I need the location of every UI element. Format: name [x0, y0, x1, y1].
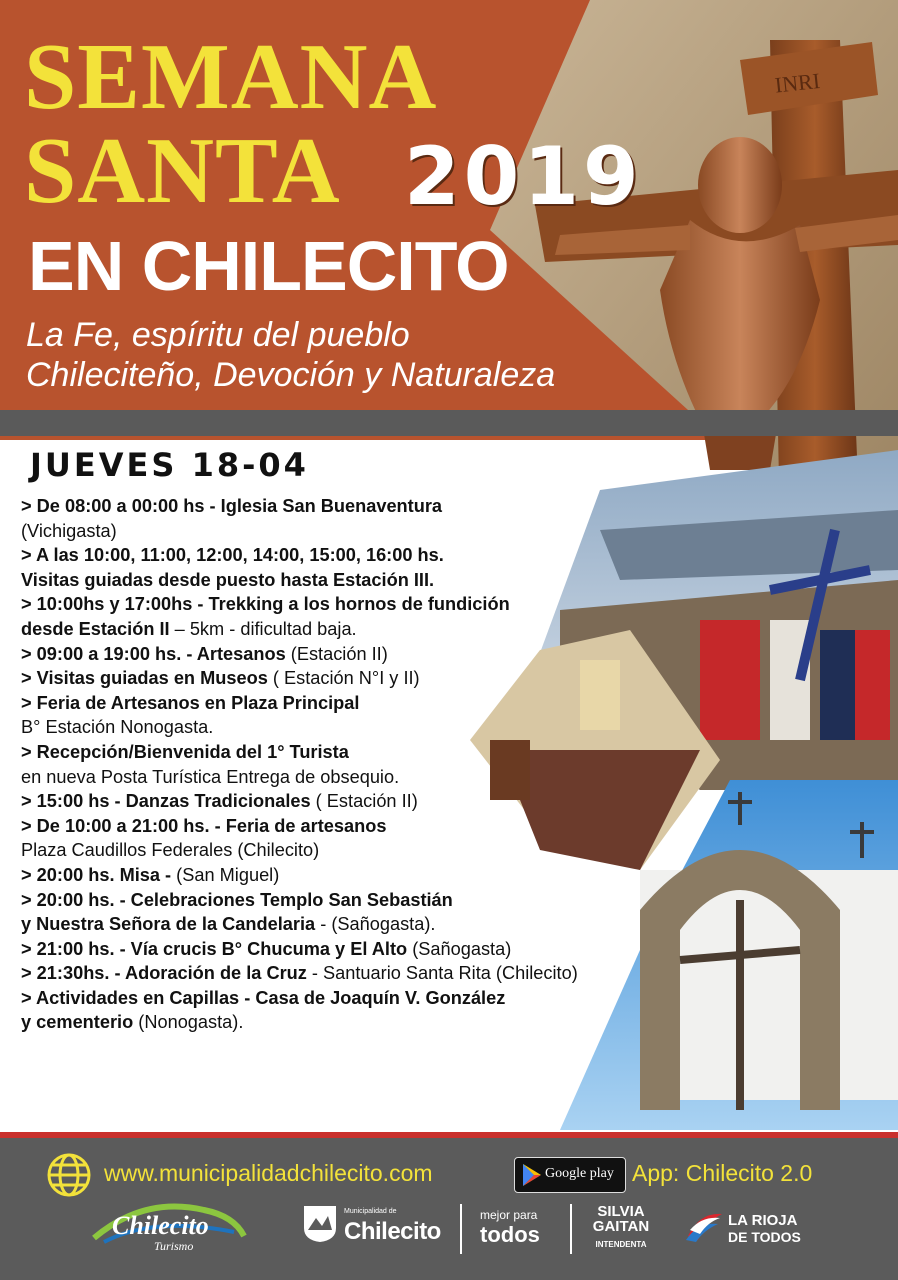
footer-divider: [570, 1204, 572, 1254]
municipalidad-shield-icon: [302, 1204, 338, 1244]
intendenta-label: INTENDENTA: [595, 1240, 647, 1249]
schedule-detail: en nueva Posta Turística Entrega de obsequio.: [21, 766, 400, 787]
schedule-event: > 20:00 hs. - Celebraciones Templo San Sebastián: [21, 889, 453, 910]
app-name: App: Chilecito 2.0: [632, 1160, 813, 1186]
title-year: 2019: [404, 130, 643, 223]
globe-icon: [46, 1152, 92, 1198]
schedule-event: > 21:30hs. - Adoración de la Cruz: [21, 963, 307, 984]
schedule-detail: (Sañogasta): [407, 938, 512, 959]
schedule-line: [21, 691, 741, 716]
schedule-event: Visitas guiadas desde puesto hasta Estación III.: [21, 569, 435, 590]
schedule-line: [21, 986, 741, 1011]
schedule-detail: ( Estación N°I y II): [267, 668, 420, 689]
schedule-detail: (Nonogasta).: [133, 1012, 244, 1033]
de-todos-line: DE TODOS: [728, 1229, 801, 1245]
silvia-line: SILVIA: [597, 1203, 645, 1220]
play-store-icon: [521, 1163, 543, 1187]
schedule-event: y Nuestra Señora de la Candelaria: [21, 914, 316, 935]
schedule-line: [21, 494, 741, 519]
schedule-event: > Recepción/Bienvenida del 1° Turista: [21, 741, 349, 762]
footer-divider: [460, 1204, 462, 1254]
schedule-event: > 21:00 hs. - Vía crucis B° Chucuma y El Alto: [21, 938, 408, 959]
schedule-event: desde Estación II: [21, 618, 170, 639]
schedule-line: [21, 617, 741, 642]
silvia-gaitan-logo: [586, 1204, 656, 1234]
schedule-detail: B° Estación Nonogasta.: [21, 717, 214, 738]
schedule-event: > 10:00hs y 17:00hs - Trekking a los hornos de fundición: [21, 594, 510, 615]
la-rioja-line: LA RIOJA: [728, 1212, 798, 1229]
google-play-badge[interactable]: [514, 1157, 626, 1193]
title-en-chilecito: EN CHILECITO: [28, 227, 509, 305]
mejor-para-label: mejor para: [480, 1208, 538, 1222]
schedule-line: [21, 740, 741, 765]
schedule-event: > De 10:00 a 21:00 hs. - Feria de artesanos: [21, 815, 387, 836]
muni-small-label: Municipalidad de: [344, 1208, 397, 1215]
schedule-event: > Feria de Artesanos en Plaza Principal: [21, 692, 360, 713]
schedule-event: > 15:00 hs - Danzas Tradicionales: [21, 791, 311, 812]
schedule-line: [21, 519, 741, 544]
chilecito-turismo-logo: [84, 1196, 254, 1256]
schedule-event: > A las 10:00, 11:00, 12:00, 14:00, 15:00, 16:00 hs.: [21, 545, 444, 566]
todos-label: todos: [480, 1222, 540, 1247]
schedule-line: [21, 912, 741, 937]
title-semana: SEMANA: [24, 25, 438, 129]
schedule-detail: - Santuario Santa Rita (Chilecito): [306, 963, 578, 984]
schedule-event: > 20:00 hs. Misa -: [21, 864, 172, 885]
schedule-line: [21, 863, 741, 888]
schedule-event: y cementerio: [21, 1012, 134, 1033]
schedule-line: [21, 888, 741, 913]
turismo-logo-sub: Turismo: [154, 1239, 194, 1253]
google-play-label: Google play: [545, 1166, 614, 1181]
schedule-event: > Actividades en Capillas - Casa de Joaquín V. González: [21, 987, 506, 1008]
schedule-event: > Visitas guiadas en Museos: [21, 668, 268, 689]
schedule-line: [21, 592, 741, 617]
schedule-line: [21, 1010, 741, 1035]
schedule-line: [21, 789, 741, 814]
schedule-detail: Plaza Caudillos Federales (Chilecito): [21, 840, 320, 861]
svg-text:INRI: INRI: [773, 67, 822, 98]
day-heading: JUEVES 18-04: [30, 446, 309, 484]
subtitle-line-1: La Fe, espíritu del pueblo: [26, 316, 410, 354]
subtitle-line-2: Chileciteño, Devoción y Naturaleza: [26, 356, 556, 394]
schedule-line: [21, 543, 741, 568]
title-santa: SANTA: [24, 119, 341, 223]
schedule-detail: (Vichigasta): [21, 520, 117, 541]
schedule-line: [21, 666, 741, 691]
schedule-detail: - (Sañogasta).: [315, 914, 436, 935]
schedule-detail: – 5km - dificultad baja.: [169, 618, 357, 639]
schedule-event: > 09:00 a 19:00 hs. - Artesanos: [21, 643, 286, 664]
schedule-detail: ( Estación II): [310, 791, 418, 812]
muni-name: Chilecito: [344, 1218, 441, 1245]
schedule-detail: (San Miguel): [171, 864, 280, 885]
schedule-line: [21, 814, 741, 839]
gaitan-line: GAITAN: [592, 1218, 650, 1235]
schedule-event: > De 08:00 a 00:00 hs - Iglesia San Buenaventura: [21, 496, 443, 516]
schedule-line: [21, 961, 741, 986]
turismo-logo-text: Chilecito: [112, 1211, 209, 1240]
schedule-line: [21, 937, 741, 962]
schedule-line: [21, 765, 741, 790]
schedule-line: [21, 642, 741, 667]
la-rioja-flag-icon: [684, 1208, 724, 1244]
schedule-list: [21, 494, 741, 1035]
schedule-line: [21, 715, 741, 740]
schedule-detail: (Estación II): [285, 643, 388, 664]
website-link[interactable]: www.municipalidadchilecito.com: [104, 1160, 433, 1186]
schedule-line: [21, 838, 741, 863]
schedule-line: [21, 568, 741, 593]
